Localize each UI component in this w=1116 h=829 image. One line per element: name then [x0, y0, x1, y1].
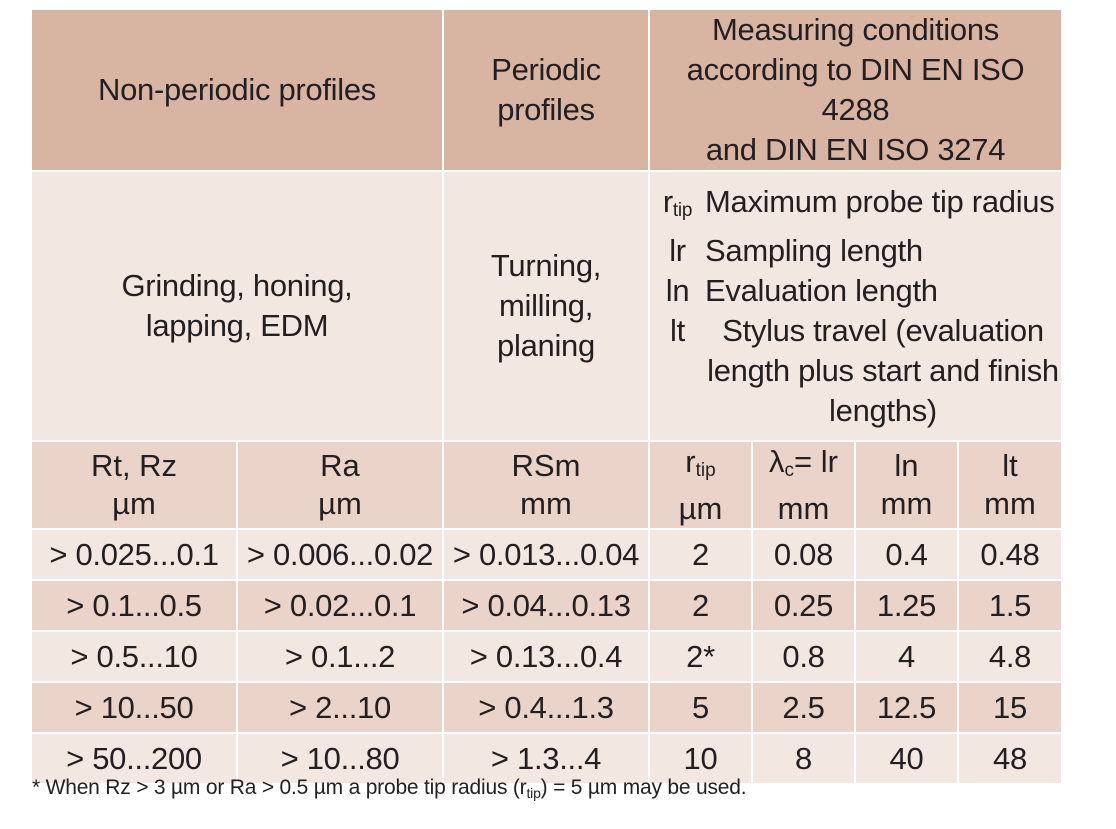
column-symbol: Ra [320, 448, 360, 483]
column-symbol-suffix: = lr [794, 443, 838, 479]
periodic-header-line2: profiles [497, 92, 595, 127]
legend-description: Maximum probe tip radius [705, 183, 1055, 219]
legend-item [650, 271, 1061, 311]
legend-item [650, 182, 1061, 231]
legend-description: Evaluation length [705, 272, 938, 308]
table-cell: 4.8 [958, 631, 1062, 682]
table-cell: > 10...80 [237, 733, 443, 784]
periodic-processes [443, 171, 649, 441]
table-cell: > 0.5...10 [31, 631, 237, 682]
table-cell: > 0.025...0.1 [31, 529, 237, 580]
table-cell: > 2...10 [237, 682, 443, 733]
conditions-header-line1: Measuring conditions [712, 12, 999, 47]
table-cell: > 0.006...0.02 [237, 529, 443, 580]
column-header [649, 441, 752, 529]
non-periodic-processes-line1: Grinding, honing, [121, 268, 353, 303]
column-unit: mm [777, 490, 830, 526]
conditions-header-line3: and DIN EN ISO 3274 [705, 132, 1006, 167]
table-cell: 40 [855, 733, 958, 784]
column-header-row [31, 441, 1062, 529]
column-symbol-subscript: tip [695, 459, 716, 481]
table-cell: > 50...200 [31, 733, 237, 784]
column-symbol: lt [1002, 448, 1018, 483]
column-header-name [753, 443, 854, 490]
table-cell: 2* [649, 631, 752, 682]
table-cell: > 0.13...0.4 [443, 631, 649, 682]
table-cell: > 0.04...0.13 [443, 580, 649, 631]
table-cell: 48 [958, 733, 1062, 784]
column-header [31, 441, 237, 529]
column-header [237, 441, 443, 529]
legend-item [650, 231, 1061, 271]
periodic-processes-line2: milling, [498, 288, 594, 323]
table-cell: 12.5 [855, 682, 958, 733]
table-cell: 10 [649, 733, 752, 784]
table-cell: 2.5 [752, 682, 855, 733]
legend-symbol-letter: lt [670, 312, 685, 348]
table-cell: 5 [649, 682, 752, 733]
legend-item [650, 311, 1061, 431]
non-periodic-processes [31, 171, 443, 441]
legend-symbol-letter: ln [665, 272, 690, 308]
table-cell: 2 [649, 580, 752, 631]
column-unit: µm [678, 490, 723, 526]
legend-symbol [650, 271, 705, 311]
table-cell: 8 [752, 733, 855, 784]
column-unit: µm [318, 486, 362, 521]
table-cell: > 1.3...4 [443, 733, 649, 784]
table-row [31, 580, 1062, 631]
non-periodic-header [31, 9, 443, 171]
column-header-name [32, 447, 236, 485]
footnote [32, 776, 746, 801]
table-row [31, 631, 1062, 682]
conditions-header [649, 9, 1062, 171]
column-unit: mm [880, 486, 933, 521]
column-header-name [238, 447, 442, 485]
measuring-conditions-table [30, 8, 1063, 785]
symbol-legend [649, 171, 1062, 441]
table-cell: > 0.4...1.3 [443, 682, 649, 733]
non-periodic-header-label: Non-periodic profiles [98, 72, 376, 107]
table-cell: > 0.1...2 [237, 631, 443, 682]
column-symbol: RSm [511, 448, 581, 483]
table-cell: > 0.02...0.1 [237, 580, 443, 631]
column-header-name [959, 447, 1061, 485]
table-row [31, 529, 1062, 580]
table-cell: 0.08 [752, 529, 855, 580]
column-symbol: r [685, 443, 696, 479]
column-header-name [650, 443, 751, 490]
column-header [752, 441, 855, 529]
column-symbol-subscript: c [784, 459, 795, 481]
table-cell: 0.8 [752, 631, 855, 682]
conditions-header-line2: according to DIN EN ISO 4288 [686, 52, 1025, 127]
legend-symbol-letter: r [662, 183, 673, 219]
legend-symbol [650, 311, 705, 431]
column-symbol: ln [894, 448, 919, 483]
table-cell: 0.48 [958, 529, 1062, 580]
process-row [31, 171, 1062, 441]
table-cell: > 0.1...0.5 [31, 580, 237, 631]
periodic-processes-line3: planing [497, 328, 595, 363]
column-header-name [444, 447, 648, 485]
column-header [958, 441, 1062, 529]
periodic-header [443, 9, 649, 171]
legend-symbol [650, 231, 705, 271]
periodic-processes-line1: Turning, [490, 248, 602, 283]
legend-symbol-letter: lr [669, 232, 686, 268]
table-cell: 4 [855, 631, 958, 682]
table-cell: > 0.013...0.04 [443, 529, 649, 580]
column-header [443, 441, 649, 529]
column-unit: µm [112, 486, 156, 521]
table-cell: 2 [649, 529, 752, 580]
column-symbol: λ [769, 443, 785, 479]
footnote-text-before: * When Rz > 3 µm or Ra > 0.5 µm a probe tip radius (r [32, 776, 527, 799]
legend-description: Stylus travel (evaluation length plus start and finish lengths) [707, 312, 1059, 428]
table-cell: 0.25 [752, 580, 855, 631]
non-periodic-processes-line2: lapping, EDM [145, 308, 329, 343]
column-unit: mm [520, 486, 572, 521]
legend-symbol-subscript: tip [672, 199, 693, 221]
table-body [31, 9, 1062, 784]
table-cell: 1.25 [855, 580, 958, 631]
column-symbol: Rt, Rz [90, 448, 178, 483]
legend-description: Sampling length [705, 232, 923, 268]
table-cell: 1.5 [958, 580, 1062, 631]
table-row [31, 682, 1062, 733]
footnote-subscript: tip [526, 785, 541, 801]
periodic-header-line1: Periodic [491, 52, 601, 87]
header-row [31, 9, 1062, 171]
footnote-text-after: ) = 5 µm may be used. [540, 776, 747, 799]
column-unit: mm [984, 486, 1036, 521]
table-cell: 15 [958, 682, 1062, 733]
table-cell: 0.4 [855, 529, 958, 580]
legend-symbol [650, 182, 705, 231]
column-header [855, 441, 958, 529]
table-cell: > 10...50 [31, 682, 237, 733]
column-header-name [856, 447, 957, 485]
